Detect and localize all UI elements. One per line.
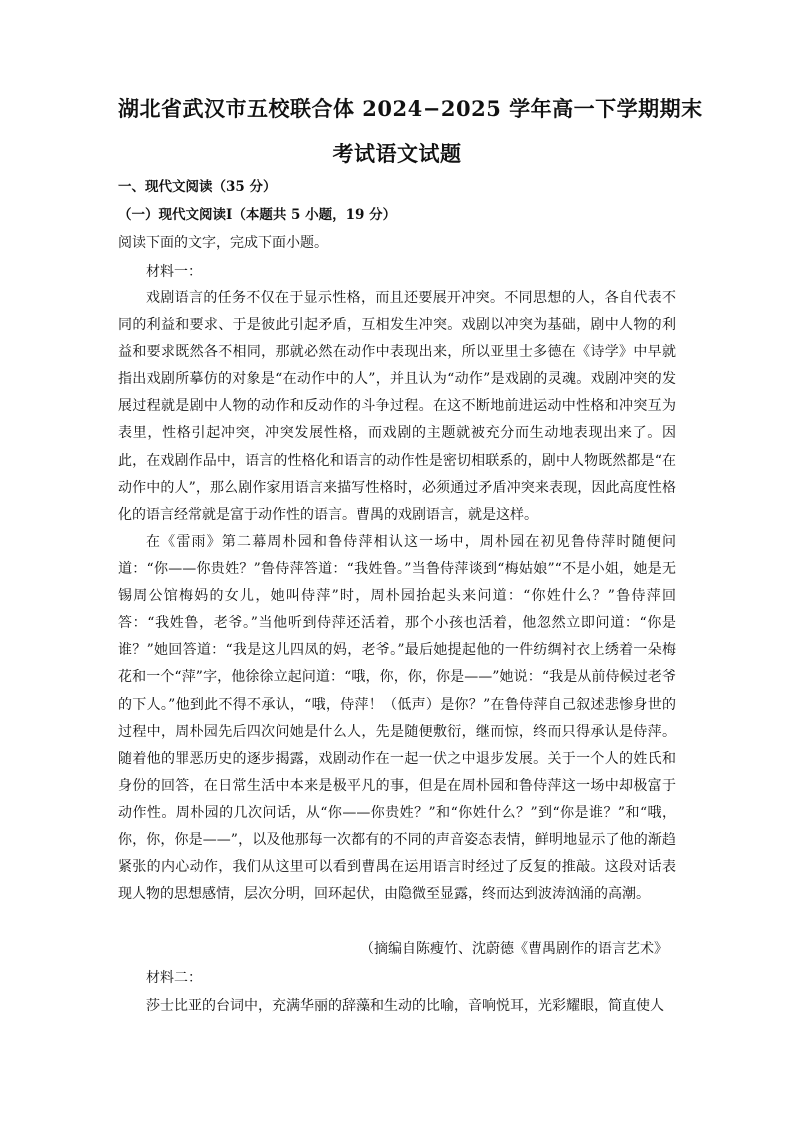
material1-source-citation: （摘编自陈瘦竹、沈蔚德《曹禺剧作的语言艺术》	[360, 941, 668, 957]
material2-paragraph-1: 莎士比亚的台词中，充满华丽的辞藻和生动的比喻，音响悦耳，光彩耀眼，简直使人	[146, 998, 664, 1014]
material1-paragraph-1: 戏剧语言的任务不仅在于显示性格，而且还要展开冲突。不同思想的人，各自代表不同的利益和要求、于是彼此引起矛盾，互相发生冲突。戏剧以冲突为基础，剧中人物的利益和要求既然各不相同，那就必然在动作中表现出来，所以亚里士多德在《诗学》中早就指出戏剧所摹仿的对象是“在动作中的人”，并且认为“动作”是戏剧的灵魂。戏剧冲突的发展过程就是剧中人物的动作和反动作的斗争过程。在这不断地前进运动中性格和冲突互为表里，性格引起冲突，冲突发展性格，而戏剧的主题就被充分而生动地表现出来了。因此，在戏剧作品中，语言的性格化和语言的动作性是密切相联系的，剧中人物既然都是“在动作中的人”，那么剧作家用语言来描写性格时，必须通过矛盾冲突来表现，因此高度性格化的语言经常就是富于动作性的语言。曹禺的戏剧语言，就是这样。	[118, 290, 676, 523]
material1-paragraph-2: 在《雷雨》第二幕周朴园和鲁侍萍相认这一场中，周朴园在初见鲁侍萍时随便问道：“你——你贵姓？”鲁侍萍答道：“我姓鲁。”当鲁侍萍谈到“梅姑娘”“不是小姐，她是无锡周公馆梅妈的女儿，她叫侍萍”时，周朴园抬起头来问道：“你姓什么？”鲁侍萍回答：“我姓鲁，老爷。”当他听到侍萍还活着，那个小孩也活着，他忽然立即问道：“你是谁？”她回答道：“我是这儿四凤的妈，老爷。”最后她提起他的一件纺绸衬衣上绣着一朵梅花和一个“萍”字，他徐徐立起问道：“哦，你，你，你是——”她说：“我是从前侍候过老爷的下人。”他到此不得不承认，“哦，侍萍！（低声）是你？”在鲁侍萍自己叙述悲惨身世的过程中，周朴园先后四次问她是什么人，先是随便敷衍，继而惊，终而只得承认是侍萍。随着他的罪恶历史的逐步揭露，戏剧动作在一起一伏之中退步发展。关于一个人的姓氏和身份的回答，在日常生活中本来是极平凡的事，但是在周朴园和鲁侍萍这一场中却极富于动作性。周朴园的几次问话，从“你——你贵姓？”和“你姓什么？”到“你是谁？”和“哦，你，你，你是——”，以及他那每一次都有的不同的声音姿态表情，鲜明地显示了他的渐趋紧张的内心动作，我们从这里可以看到曹禺在运用语言时经过了反复的推敲。这段对话表现人物的思想感情，层次分明，回环起伏，由隐微至显露，终而达到波涛汹涌的高潮。	[118, 534, 676, 903]
material1-label: 材料一：	[146, 264, 202, 280]
section-heading: 一、现代文阅读（35 分）	[118, 179, 277, 195]
document-title-line2: 考试语文试题	[332, 141, 462, 166]
document-title-line1: 湖北省武汉市五校联合体 2024−2025 学年高一下学期期末	[118, 96, 703, 121]
subsection-heading: （一）现代文阅读Ⅰ（本题共 5 小题，19 分）	[118, 207, 397, 223]
reading-instruction: 阅读下面的文字，完成下面小题。	[118, 235, 328, 251]
material2-label: 材料二：	[146, 970, 202, 986]
